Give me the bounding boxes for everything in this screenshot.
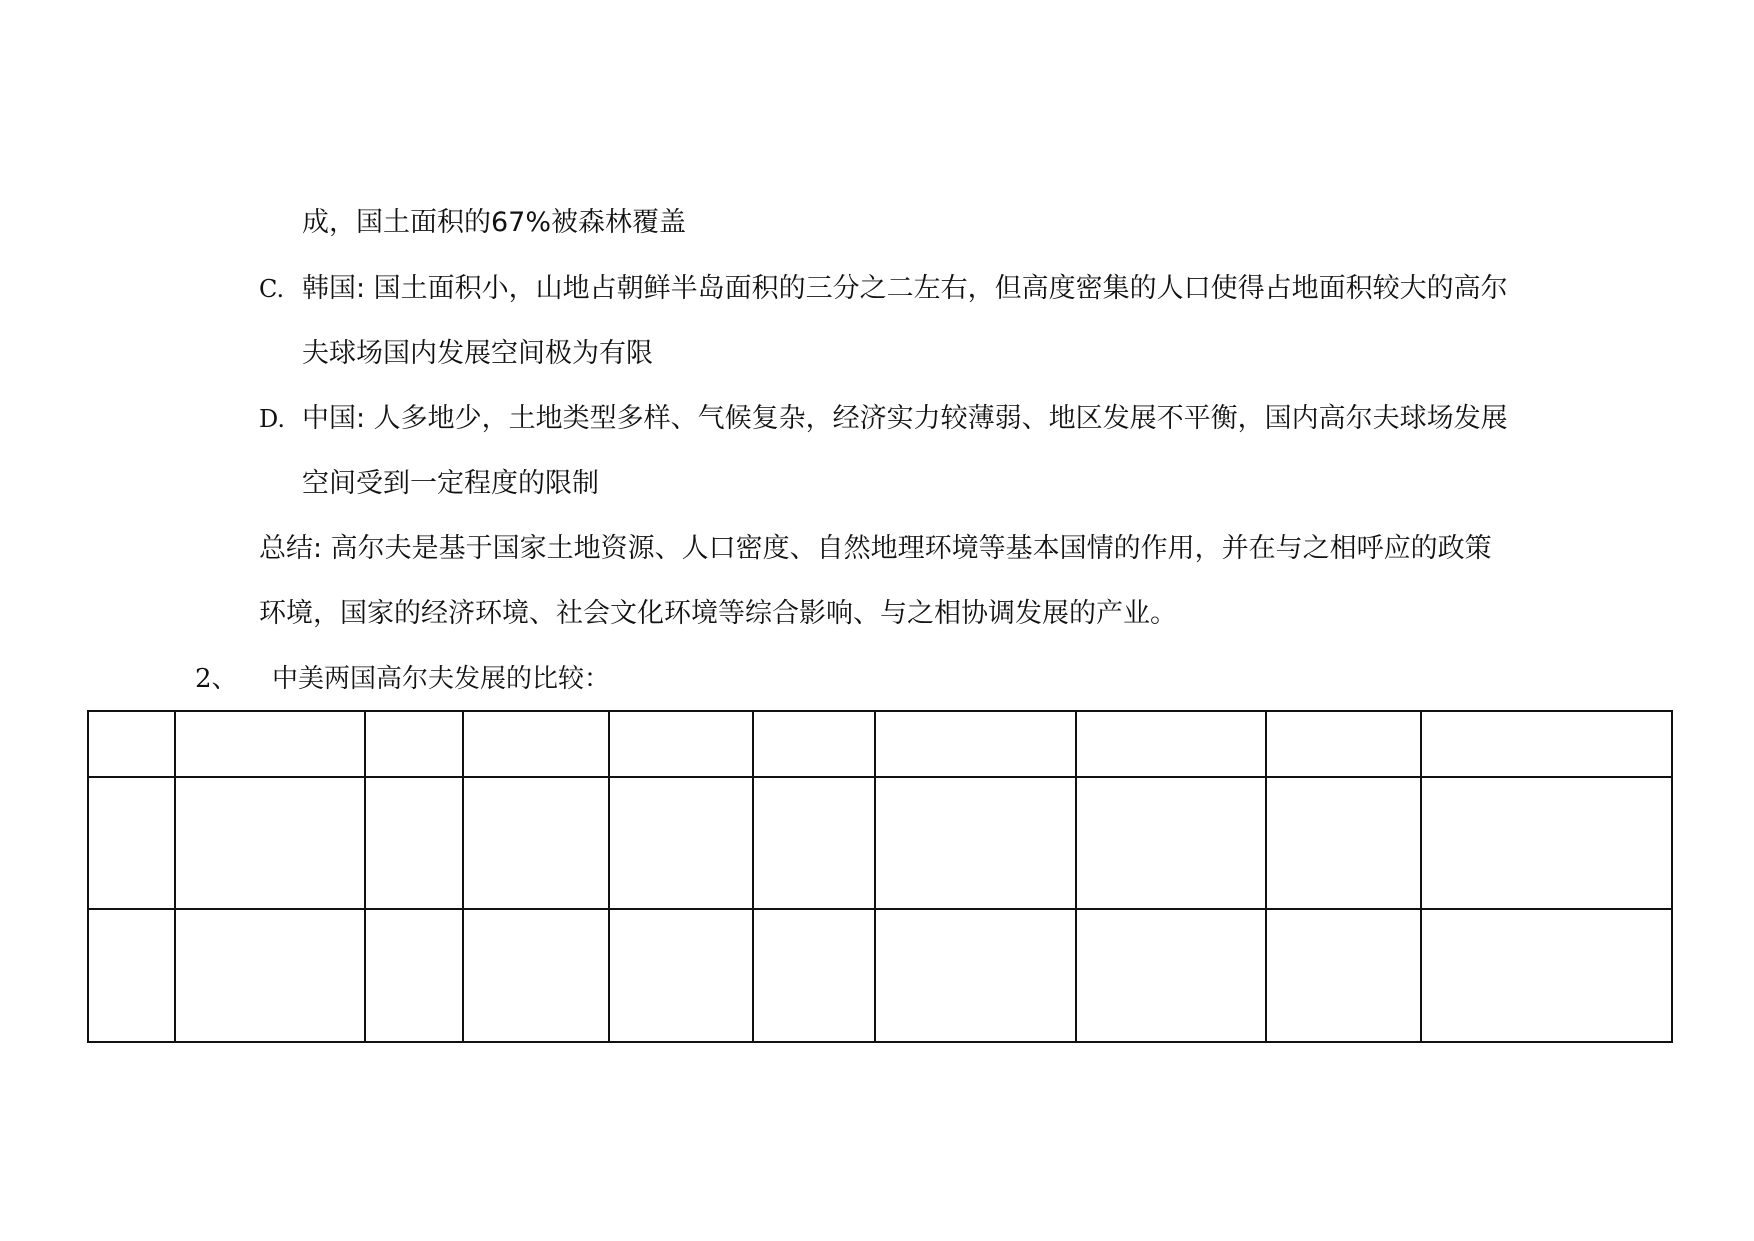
table-cell: [1421, 909, 1672, 1042]
table-cell: [875, 777, 1076, 909]
header-cell-course-count: [365, 711, 463, 777]
header-cell-social-perception: [175, 711, 365, 777]
header-cell-business-model: [875, 711, 1076, 777]
item-c-text-line1: 韩国: 国土面积小，山地占朝鲜半岛面积的三分之二左右，但高度密集的人口使得占地面积较大的高尔: [302, 273, 1508, 304]
table-header-row: [88, 711, 1672, 777]
item-d-text-line2: 空间受到一定程度的限制: [302, 468, 599, 499]
table-cell: [753, 909, 875, 1042]
summary-line2: 环境，国家的经济环境、社会文化环境等综合影响、与之相协调发展的产业。: [259, 598, 1177, 629]
table-cell: [609, 777, 753, 909]
table-cell: [875, 909, 1076, 1042]
table-cell: [175, 909, 365, 1042]
paragraph-continuation: 成，国土面积的67%被森林覆盖: [302, 207, 687, 238]
table-cell: [1266, 777, 1421, 909]
header-cell-tax-policy: [463, 711, 609, 777]
section-title: 中美两国高尔夫发展的比较：: [272, 664, 611, 694]
header-cell-investment-source: [1266, 711, 1421, 777]
header-cell-consumer-group: [609, 711, 753, 777]
header-cell-consumption-structure: [753, 711, 875, 777]
item-c-marker: C.: [259, 275, 285, 303]
item-d-marker: D.: [259, 405, 286, 433]
table-cell: [463, 909, 609, 1042]
table-cell: [1076, 909, 1266, 1042]
table-row-china: [88, 909, 1672, 1042]
summary-line1: 总结: 高尔夫是基于国家土地资源、人口密度、自然地理环境等基本国情的作用，并在与之相呼应的政策: [259, 533, 1492, 564]
header-cell-course-composition: [1076, 711, 1266, 777]
item-c-text-line2: 夫球场国内发展空间极为有限: [302, 338, 653, 369]
table-cell: [365, 909, 463, 1042]
section-number: 2、: [195, 664, 238, 694]
table-cell: [609, 909, 753, 1042]
table-cell: [175, 777, 365, 909]
table-cell: [1076, 777, 1266, 909]
table-cell: [365, 777, 463, 909]
table-cell: [463, 777, 609, 909]
comparison-table: [87, 710, 1673, 1043]
table-cell: [1421, 777, 1672, 909]
table-cell: [753, 777, 875, 909]
header-cell-country: [88, 711, 175, 777]
table-cell: [1266, 909, 1421, 1042]
table-cell: [88, 909, 175, 1042]
table-row-usa: [88, 777, 1672, 909]
item-d-text-line1: 中国: 人多地少，土地类型多样、气候复杂，经济实力较薄弱、地区发展不平衡，国内高尔夫球场发展: [302, 403, 1508, 434]
header-cell-government-policy: [1421, 711, 1672, 777]
table-cell: [88, 777, 175, 909]
